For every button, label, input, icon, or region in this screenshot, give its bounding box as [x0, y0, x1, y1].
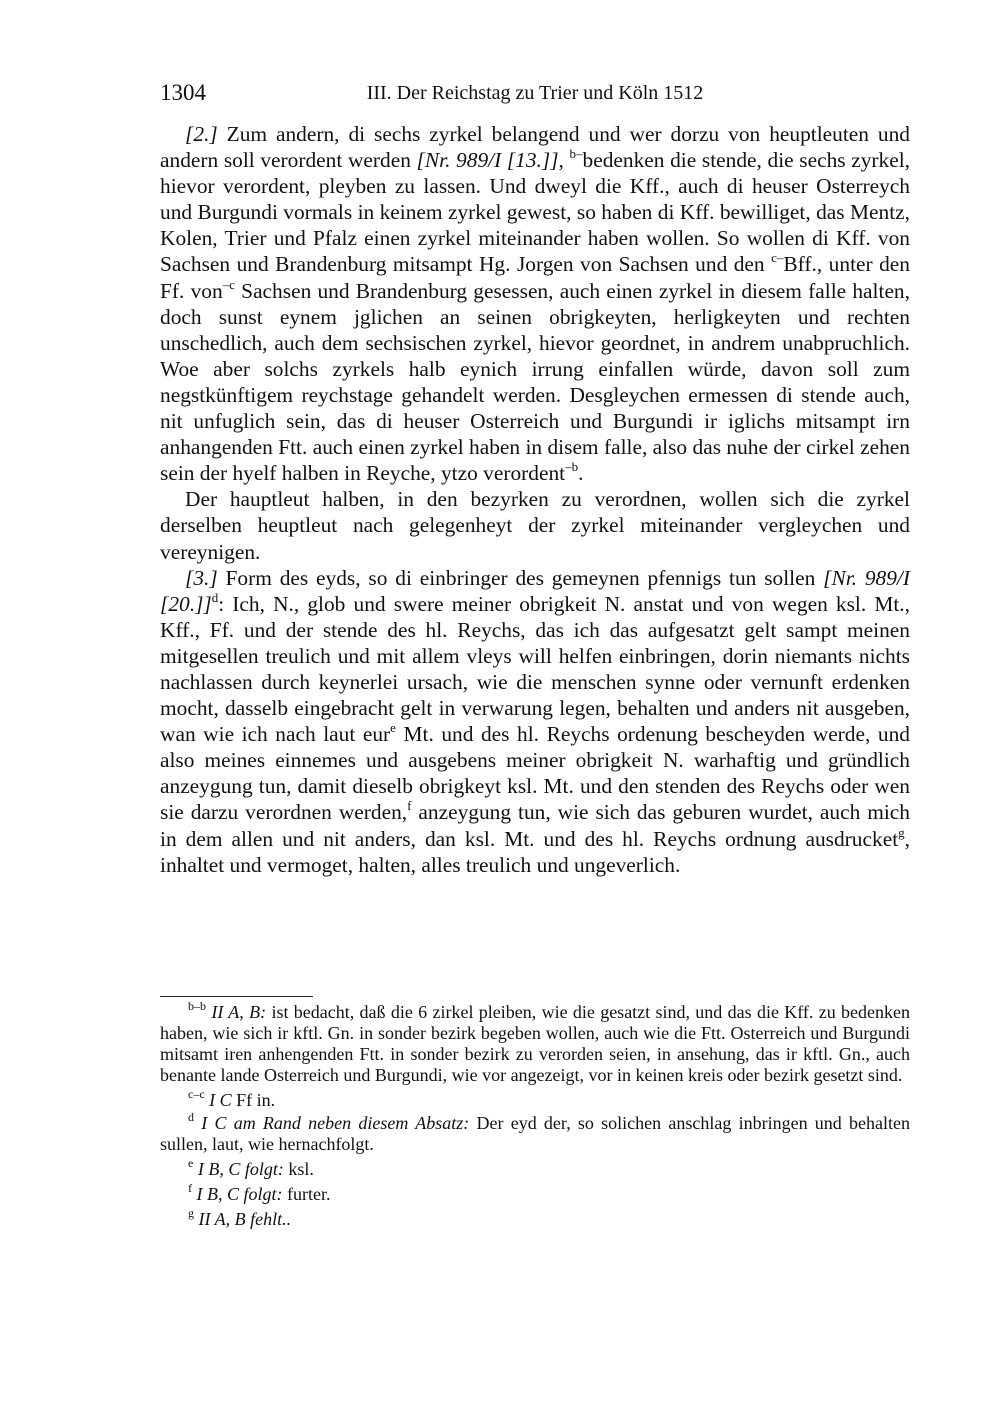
footnote-marker: c– [771, 250, 784, 266]
paragraph-3 [160, 565, 910, 878]
footnote [160, 1156, 910, 1180]
footnote-marker: g [898, 824, 905, 840]
cross-reference: [Nr. 989/I [13.]] [416, 148, 559, 173]
footnote-mark: f [188, 1181, 192, 1195]
footnote-marker: –b [565, 459, 579, 475]
footnote-source: I B, C folgt: [196, 1184, 283, 1204]
footnote [160, 1181, 910, 1205]
footnote [160, 999, 911, 1086]
footnotes [160, 999, 911, 1234]
footnote-text: ksl. [283, 1159, 314, 1179]
footnote-mark: e [188, 1156, 194, 1170]
footnote-mark: g [188, 1206, 194, 1220]
footnote-mark: c–c [188, 1087, 205, 1101]
paragraph-text: , [558, 148, 570, 173]
footnote-source: II A, B: [211, 1002, 267, 1022]
main-text [160, 121, 910, 878]
paragraph-text: bedenken die stende, die sechs zyrkel, hievor verordent, pleyben zu lassen. Und dweyl die Kff., auch di heuser Osterreych und Burgundi vormals in keinem zyrkel gewest, so haben di Kff. bewilliget, das Mentz, Kolen, Trier und Pfalz einen zyrkel miteinander haben wollen. So wollen di Kff. von Sachsen und Brandenburg mitsampt Hg. Jorgen von Sachsen und den [160, 148, 911, 277]
paragraph-text: anzeygung tun, wie sich das geburen wurdet, auch mich in dem allen und nit anders, dan ksl. Mt. und des hl. Reychs ordnung ausdrucket [160, 800, 910, 851]
footnote-source: II A, B fehlt.. [198, 1209, 292, 1229]
footnote-source: I B, C folgt: [197, 1159, 284, 1179]
footnote-source: I C am Rand neben diesem Absatz: [201, 1113, 470, 1133]
cross-reference: [Nr. 989/I [20.]] [160, 565, 910, 616]
footnote-source: I C [209, 1090, 232, 1110]
footnote [160, 1110, 911, 1155]
paragraph-2 [160, 121, 910, 486]
paragraph-text: , inhaltet und vermoget, halten, alles treulich und ungeverlich. [160, 826, 910, 877]
paragraph-text: : Ich, N., glob und swere meiner obrigkeit N. anstat und von wegen ksl. Mt., Kff., Ff. und der stende des hl. Reychs, das ich das aufgesatzt gelt sampt meinen mitgesellen treulich und mit allem vleys will helfen einbringen, dorin niemants nichts nachlassen durch keynerlei ursach, wie die menschen synne oder vernunft erdenken mocht, dasselb eingebracht gelt in verwarung legen, behalten und anders nit ausgeben, wan wie ich nach laut eur [160, 591, 910, 747]
section-number: [3.] [185, 565, 218, 590]
paragraph-text: . [578, 461, 584, 486]
footnote-mark: d [188, 1110, 194, 1124]
paragraph-text: Form des eyds, so di einbringer des gemeynen pfennigs tun sollen [217, 565, 824, 590]
section-number: [2.] [185, 122, 218, 146]
footnote [160, 1087, 910, 1111]
footnote-marker: –c [222, 276, 235, 292]
footnote [160, 1206, 910, 1230]
footnote-text: furter. [282, 1184, 331, 1204]
footnote-marker: b– [569, 146, 583, 162]
running-title: III. Der Reichstag zu Trier und Köln 1512 [366, 82, 704, 104]
paragraph-text: Sachsen und Brandenburg gesessen, auch einen zyrkel in diesem falle halten, doch sunst eynem jglichen an seinen obrigkeyten, herligkeyten und rechten unschedlich, auch dem sechsischen zyrkel, hievor geordnet, in andrem unabpruchlich. Woe aber solchs zyrkels halb eynich irrung einfallen würde, davon soll zum negstkünftigem reychstage gehandelt werden. Desgleychen ermessen di stende auch, nit unfuglich sein, das di heuser Osterreich und Burgundi ir iglichs mitsampt irn anhangenden Ftt. auch einen zyrkel haben in disem falle, also das nuhe der cirkel zehen sein der hyelf halben in Reyche, ytzo verordent [160, 278, 910, 486]
paragraph-text: Mt. und des hl. Reychs ordenung bescheyden werde, und also meines einnemes und ausgebens meiner obrigkeit N. warhaftig und gründlich anzeygung tun, damit dieselb obrigkeyt ksl. Mt. und den stenden des Reychs oder wen sie darzu verordnen werden, [160, 722, 910, 825]
paragraph-hauptleut: Der hauptleut halben, in den bezyrken zu verordnen, wollen sich die zyrkel derselben heuptleut nach gelegenheyt der zyrkel miteinander vergleychen und vereynigen. [160, 487, 910, 564]
footnote-mark: b–b [188, 999, 206, 1013]
footnote-marker: e [390, 720, 396, 736]
page-header [160, 80, 910, 108]
paragraph-text: Zum andern, di sechs zyrkel belangend und wer dorzu von heuptleuten und andern soll verordent werden [160, 122, 910, 173]
footnote-marker: d [211, 589, 219, 605]
footnote-marker: f [407, 798, 412, 814]
footnote-divider [160, 996, 313, 997]
paragraph-text: Bff., unter den Ff. von [160, 252, 910, 303]
footnote-text: Der eyd der, so solichen anschlag inbringen und behalten sullen, laut, wie hernachfolgt. [160, 1113, 911, 1154]
footnote-text: ist bedacht, daß die 6 zirkel pleiben, wie die gesatzt sind, und das die Kff. zu bedenken haben, wie sich ir kftl. Gn. in sonder bezirk begeben wollen, auch wie die Ftt. Osterreich und Burgundi mitsamt iren anhengenden Ftt. in sonder bezirk zu verorden seien, in ansehung, das ir kftl. Gn., auch benante lande Osterreich und Burgundi, wie vor angezeigt, vor in keinen kreis oder bezirk gesetzt sind. [160, 1002, 911, 1085]
page-number: 1304 [160, 80, 206, 105]
footnote-text: Ff in. [231, 1090, 276, 1110]
